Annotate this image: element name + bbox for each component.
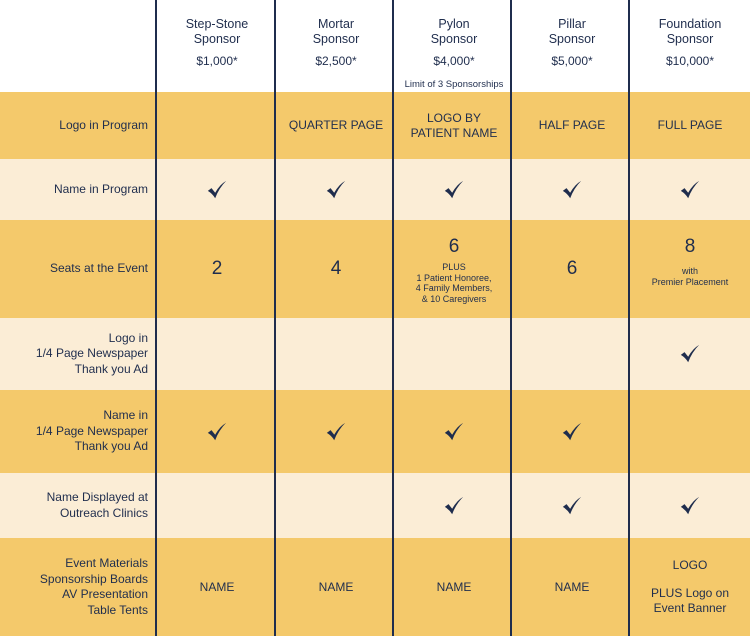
seat-count: 2 (211, 258, 223, 279)
seat-note: with Premier Placement (651, 266, 729, 287)
table-cell (277, 318, 395, 390)
row-label: Logo in 1/4 Page Newspaper Thank you Ad (35, 330, 148, 376)
row-label: Name in 1/4 Page Newspaper Thank you Ad (35, 408, 148, 454)
table-cell (631, 159, 749, 220)
checkmark-icon (679, 495, 701, 517)
tier-price: $1,000* (196, 54, 238, 68)
checkmark-icon (206, 179, 228, 201)
checkmark-icon (561, 421, 583, 443)
seat-count: 6 (448, 236, 460, 257)
seat-count: 4 (330, 258, 342, 279)
row-event-materials (0, 538, 750, 636)
row-label: Event Materials Sponsorship Boards AV Presentation Table Tents (39, 556, 148, 617)
row-logo-in-program (0, 92, 750, 159)
table-cell (631, 220, 749, 318)
table-cell (513, 390, 631, 473)
row-label: Name in Program (53, 181, 148, 196)
table-cell (395, 220, 513, 318)
table-cell (395, 318, 513, 390)
table-cell (631, 538, 749, 636)
table-cell (513, 159, 631, 220)
cell-text: LOGO (672, 558, 708, 572)
table-cell (513, 318, 631, 390)
tier-name: Pylon Sponsor (430, 17, 478, 46)
tier-header (513, 0, 631, 92)
cell-text: NAME (436, 579, 472, 594)
table-cell: HALF PAGE (538, 118, 606, 132)
table-cell (631, 318, 749, 390)
tier-name: Step-Stone Sponsor (185, 17, 249, 46)
cell-text: NAME (318, 579, 354, 594)
cell-subtext: PLUS Logo on Event Banner (650, 586, 730, 615)
tier-header (158, 0, 276, 92)
column-divider (274, 0, 276, 636)
table-cell (631, 390, 749, 473)
table-cell (158, 318, 276, 390)
tier-price: $10,000* (665, 54, 715, 68)
tier-note: Limit of 3 Sponsorships (404, 79, 504, 90)
seat-count: 6 (566, 258, 578, 279)
table-cell (513, 538, 631, 636)
table-cell (158, 220, 276, 318)
row-label: Logo in Program (59, 117, 148, 132)
tier-name: Pillar Sponsor (548, 17, 596, 46)
column-divider (628, 0, 630, 636)
row-logo-newspaper (0, 318, 750, 390)
tier-name: Foundation Sponsor (658, 17, 722, 46)
row-outreach-clinics (0, 473, 750, 538)
tier-header (631, 0, 749, 92)
column-divider (510, 0, 512, 636)
table-cell (277, 473, 395, 538)
checkmark-icon (443, 495, 465, 517)
tier-name: Mortar Sponsor (312, 17, 360, 46)
table-cell (395, 390, 513, 473)
row-seats (0, 220, 750, 318)
table-cell (158, 538, 276, 636)
header-row (0, 0, 750, 92)
cell-text: NAME (199, 579, 235, 594)
table-cell: QUARTER PAGE (288, 118, 384, 132)
table-cell: FULL PAGE (657, 118, 723, 132)
checkmark-icon (325, 421, 347, 443)
table-cell (158, 159, 276, 220)
table-cell (631, 473, 749, 538)
tier-price: $5,000* (551, 54, 593, 68)
checkmark-icon (561, 179, 583, 201)
tier-price: $4,000* (433, 54, 475, 68)
tier-price: $2,500* (315, 54, 357, 68)
column-divider (155, 0, 157, 636)
row-name-newspaper (0, 390, 750, 473)
checkmark-icon (561, 495, 583, 517)
checkmark-icon (325, 179, 347, 201)
table-cell: LOGO BY PATIENT NAME (410, 110, 498, 140)
checkmark-icon (206, 421, 228, 443)
table-cell (158, 390, 276, 473)
table-cell (395, 538, 513, 636)
table-cell (395, 159, 513, 220)
row-name-in-program (0, 159, 750, 220)
tier-header (395, 0, 513, 92)
column-divider (392, 0, 394, 636)
table-cell (277, 538, 395, 636)
table-cell (277, 159, 395, 220)
table-cell (513, 473, 631, 538)
table-cell (513, 220, 631, 318)
row-label: Name Displayed at Outreach Clinics (46, 490, 148, 520)
seat-note: PLUS 1 Patient Honoree, 4 Family Members, & 10 Caregivers (415, 262, 493, 304)
checkmark-icon (443, 179, 465, 201)
checkmark-icon (679, 343, 701, 365)
checkmark-icon (443, 421, 465, 443)
table-cell (277, 390, 395, 473)
seat-count: 8 (684, 236, 696, 257)
table-cell (158, 92, 276, 159)
table-cell (277, 220, 395, 318)
table-cell (395, 473, 513, 538)
table-cell (158, 473, 276, 538)
row-label: Seats at the Event (49, 261, 148, 276)
tier-header (277, 0, 395, 92)
cell-text: NAME (554, 579, 590, 594)
checkmark-icon (679, 179, 701, 201)
